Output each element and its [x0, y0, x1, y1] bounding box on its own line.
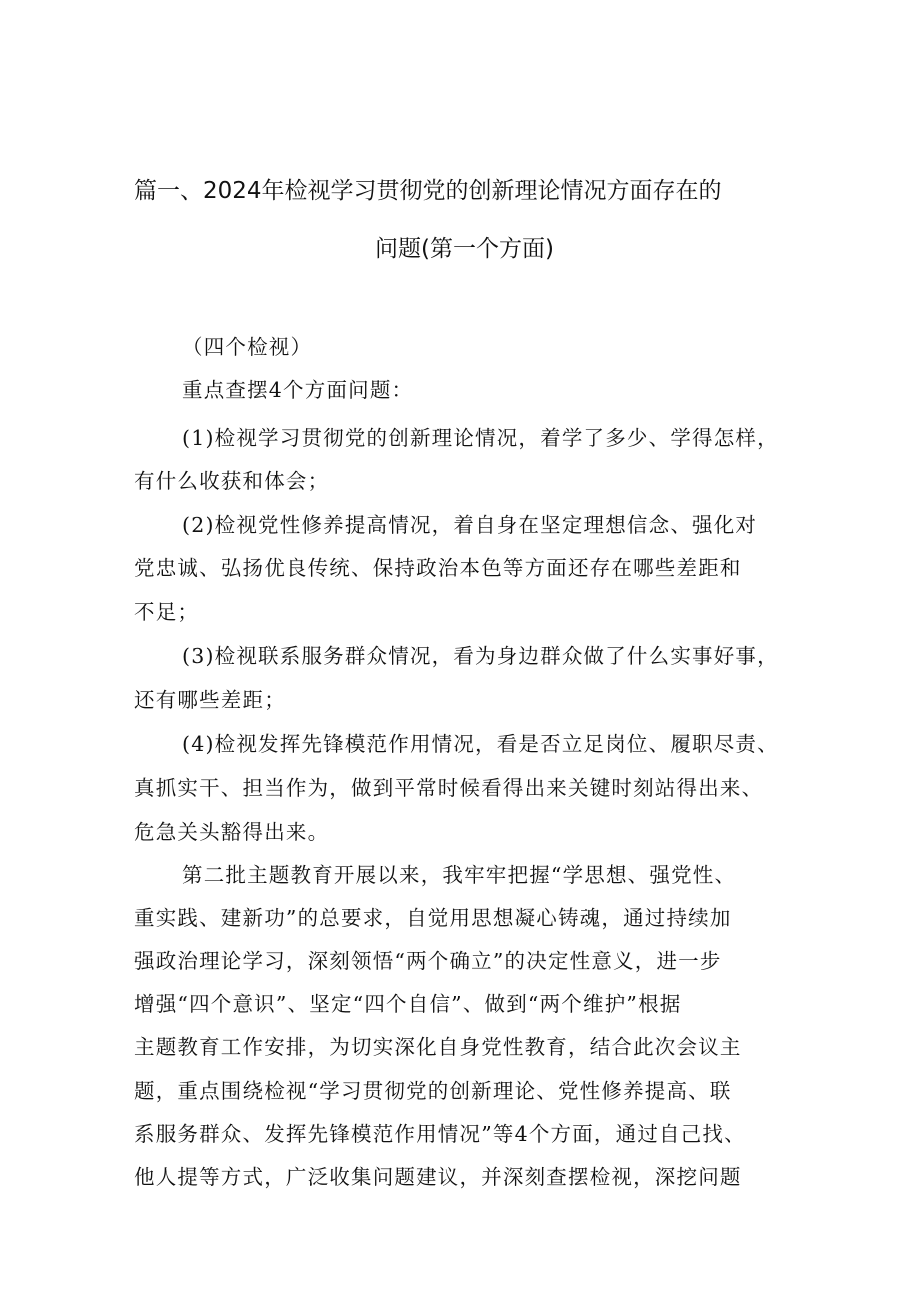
- document-title-line-1: 篇一、2024年检视学习贯彻党的创新理论情况方面存在的: [134, 178, 722, 204]
- paragraph-line: 还有哪些差距；: [134, 688, 286, 712]
- paragraph-line: 重实践、建新功”的总要求，自觉用思想凝心铸魂，通过持续加: [134, 906, 732, 930]
- paragraph-line: 真抓实干、担当作为，做到平常时候看得出来关键时刻站得出来、: [134, 776, 764, 800]
- paragraph-line: （四个检视）: [182, 335, 313, 359]
- document-title-line-2: [375, 230, 554, 263]
- paragraph-line: 主题教育工作安排，为切实深化自身党性教育，结合此次会议主: [134, 1035, 742, 1059]
- paragraph-line: 增强“四个意识”、坚定“四个自信”、做到“两个维护”根据: [134, 992, 682, 1016]
- paragraph-line: 重点查摆4个方面问题：: [182, 378, 414, 402]
- paragraph-line: 党忠诚、弘扬优良传统、保持政治本色等方面还存在哪些差距和: [134, 556, 742, 580]
- paragraph-line: 有什么收获和体会；: [134, 469, 330, 493]
- paragraph-line: 危急关头豁得出来。: [134, 820, 330, 844]
- paragraph-line: 题，重点围绕检视“学习贯彻党的创新理论、党性修养提高、联: [134, 1079, 732, 1103]
- paragraph-line: 强政治理论学习，深刻领悟“两个确立”的决定性意义，进一步: [134, 949, 722, 973]
- paragraph-line: 系服务群众、发挥先锋模范作用情况”等4个方面，通过自己找、: [134, 1122, 746, 1146]
- paragraph-line: 不足；: [134, 600, 200, 624]
- paragraph-line: 他人提等方式，广泛收集问题建议，并深刻查摆检视，深挖问题: [134, 1165, 742, 1189]
- paragraph-line: (4)检视发挥先锋模范作用情况，看是否立足岗位、履职尽责、: [182, 732, 779, 756]
- paragraph-line: (2)检视党性修养提高情况，着自身在坚定理想信念、强化对: [182, 513, 758, 537]
- paragraph-line: 第二批主题教育开展以来，我牢牢把握“学思想、强党性、: [182, 863, 737, 887]
- paragraph-line: (3)检视联系服务群众情况，看为身边群众做了什么实事好事，: [182, 644, 779, 668]
- paragraph-line: (1)检视学习贯彻党的创新理论情况，着学了多少、学得怎样，: [182, 426, 779, 450]
- document-title-line-2-text: 问题(第一个方面): [375, 236, 554, 262]
